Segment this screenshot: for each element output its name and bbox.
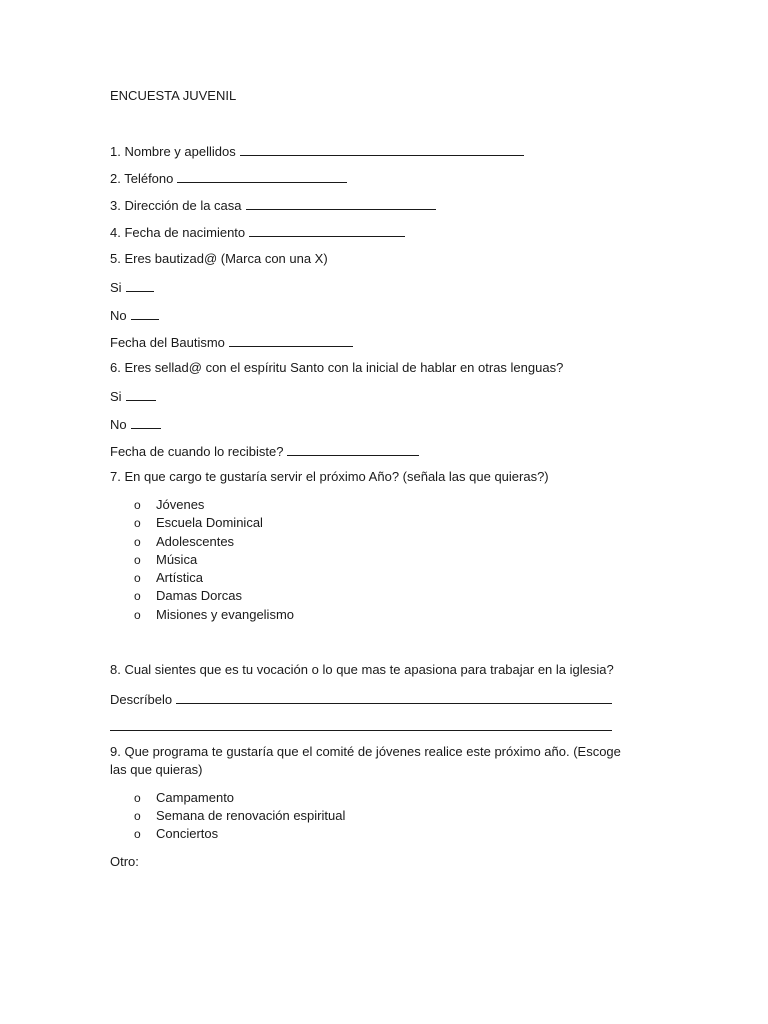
question-4	[110, 223, 405, 241]
option-label: Damas Dorcas	[156, 588, 242, 603]
option-label: Jóvenes	[156, 497, 205, 512]
bullet-icon: o	[134, 791, 141, 805]
list-item[interactable]	[134, 515, 263, 531]
question-3-label: 3. Dirección de la casa	[110, 198, 242, 213]
question-5-label: 5. Eres bautizad@ (Marca con una X)	[110, 251, 328, 266]
question-6-label: 6. Eres sellad@ con el espíritu Santo con la inicial de hablar en otras lenguas?	[110, 360, 564, 375]
bullet-icon: o	[134, 498, 141, 512]
list-item[interactable]	[134, 790, 234, 806]
question-1	[110, 142, 524, 160]
describe-field[interactable]	[176, 690, 612, 704]
question-8-label: 8. Cual sientes que es tu vocación o lo que mas te apasiona para trabajar en la iglesia?	[110, 662, 614, 677]
baptism-date-label: Fecha del Bautismo	[110, 335, 225, 350]
sealed-yes	[110, 387, 156, 405]
bullet-icon: o	[134, 809, 141, 823]
sealed-date	[110, 442, 419, 460]
bullet-icon: o	[134, 553, 141, 567]
sealed-no-field[interactable]	[131, 415, 161, 429]
describe-row-2	[110, 717, 612, 735]
question-2-label: 2. Teléfono	[110, 171, 174, 186]
survey-title: ENCUESTA JUVENIL	[110, 88, 237, 103]
list-item[interactable]	[134, 570, 203, 586]
baptized-no-field[interactable]	[131, 306, 159, 320]
describe-row	[110, 690, 612, 708]
bullet-icon: o	[134, 516, 141, 530]
sealed-no-label: No	[110, 417, 127, 432]
question-7-label: 7. En que cargo te gustaría servir el próximo Año? (señala las que quieras?)	[110, 469, 549, 484]
bullet-icon: o	[134, 589, 141, 603]
option-label: Artística	[156, 570, 203, 585]
option-label: Adolescentes	[156, 534, 235, 549]
question-4-label: 4. Fecha de nacimiento	[110, 225, 246, 240]
list-item[interactable]	[134, 808, 345, 824]
question-3	[110, 196, 436, 214]
option-label: Música	[156, 552, 198, 567]
list-item[interactable]	[134, 552, 197, 568]
sealed-date-label: Fecha de cuando lo recibiste?	[110, 444, 284, 459]
baptized-no	[110, 306, 159, 324]
question-2	[110, 169, 347, 187]
option-label: Escuela Dominical	[156, 515, 263, 530]
describe-label: Descríbelo	[110, 692, 173, 707]
address-field[interactable]	[246, 196, 436, 210]
list-item[interactable]	[134, 607, 294, 623]
list-item[interactable]	[134, 497, 204, 513]
bullet-icon: o	[134, 827, 141, 841]
option-label: Misiones y evangelismo	[156, 607, 295, 622]
phone-field[interactable]	[177, 169, 347, 183]
bullet-icon: o	[134, 535, 141, 549]
baptized-yes-field[interactable]	[126, 278, 154, 292]
list-item[interactable]	[134, 534, 234, 550]
birthdate-field[interactable]	[249, 223, 405, 237]
sealed-no	[110, 415, 161, 433]
baptized-yes-label: Si	[110, 280, 122, 295]
bullet-icon: o	[134, 571, 141, 585]
question-1-label: 1. Nombre y apellidos	[110, 144, 236, 159]
question-9-label: 9. Que programa te gustaría que el comité de jóvenes realice este próximo año. (Escoge las que quieras)	[110, 744, 621, 777]
baptized-no-label: No	[110, 308, 127, 323]
sealed-yes-field[interactable]	[126, 387, 156, 401]
sealed-date-field[interactable]	[287, 442, 419, 456]
name-field[interactable]	[240, 142, 524, 156]
option-label: Semana de renovación espiritual	[156, 808, 346, 823]
sealed-yes-label: Si	[110, 389, 122, 404]
option-label: Conciertos	[156, 826, 219, 841]
other-label: Otro:	[110, 854, 139, 869]
bullet-icon: o	[134, 608, 141, 622]
option-label: Campamento	[156, 790, 235, 805]
baptism-date-field[interactable]	[229, 333, 353, 347]
list-item[interactable]	[134, 588, 242, 604]
baptized-yes	[110, 278, 154, 296]
describe-field-continued[interactable]	[110, 717, 612, 731]
baptism-date	[110, 333, 353, 351]
list-item[interactable]	[134, 826, 218, 842]
